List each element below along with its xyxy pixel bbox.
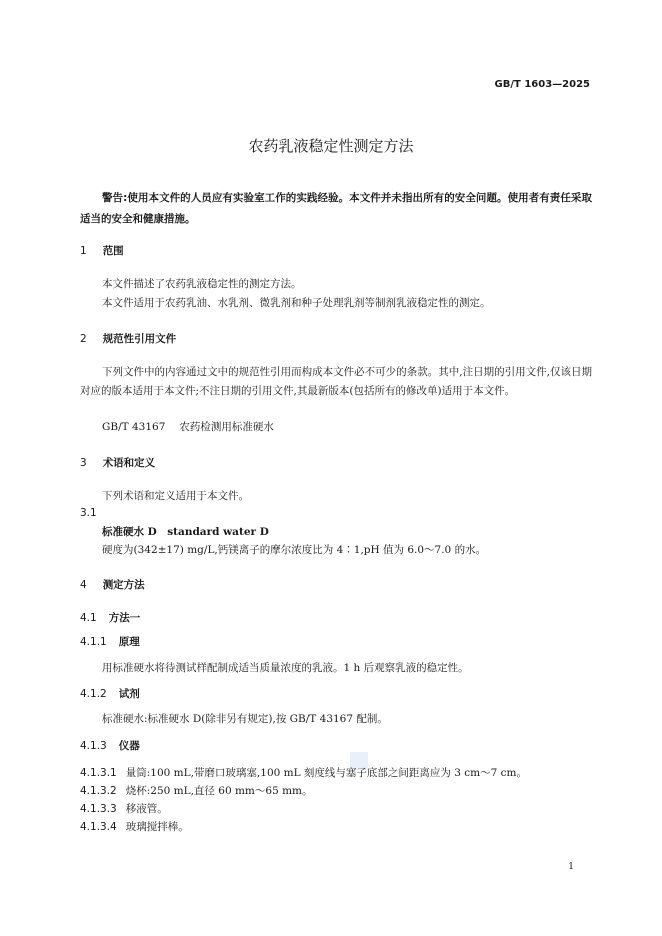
terms-intro: 下列术语和定义适用于本文件。	[102, 490, 249, 502]
section-3-heading	[80, 455, 155, 470]
term-number: 3.1	[80, 507, 97, 519]
item-text: 烧杯:250 mL,直径 60 mm～65 mm。	[125, 785, 313, 797]
section-number: 2	[80, 333, 87, 345]
item-number: 4.1.3.4	[80, 821, 117, 833]
item-text: 量筒:100 mL,带磨口玻璃塞,100 mL 刻度线与塞子底部之间距离应为 3 cm～7 cm。	[125, 767, 527, 779]
item-text: 移液管。	[125, 803, 168, 815]
scope-paragraph-2: 本文件适用于农药乳油、水乳剂、微乳剂和种子处理乳剂等制剂乳液稳定性的测定。	[102, 297, 491, 309]
section-4-heading	[80, 577, 145, 592]
scope-paragraph-1: 本文件描述了农药乳液稳定性的测定方法。	[102, 278, 302, 290]
section-2-heading	[80, 331, 176, 346]
section-number: 4.1.2	[80, 688, 107, 700]
section-title: 原理	[118, 636, 140, 648]
term-definition: 硬度为(342±17) mg/L,钙镁离子的摩尔浓度比为 4∶1,pH 值为 6.0～7.0 的水。	[102, 544, 487, 556]
item-number: 4.1.3.2	[80, 785, 117, 797]
section-number: 3	[80, 457, 87, 469]
document-title: 农药乳液稳定性测定方法	[248, 137, 414, 155]
subsection-4-1-heading	[80, 610, 140, 625]
item-number: 4.1.3.3	[80, 803, 117, 815]
section-number: 4.1.3	[80, 740, 107, 752]
normative-refs-paragraph: 下列文件中的内容通过文中的规范性引用而构成本文件必不可少的条款。其中,注日期的引用文件,仅该日期对应的版本适用于本文件;不注日期的引用文件,其最新版本(包括所有的修改单)适用于本文件。	[80, 366, 592, 397]
section-1-heading	[80, 243, 124, 258]
section-title: 范围	[102, 245, 124, 257]
section-number: 4.1.1	[80, 636, 107, 648]
reagent-paragraph: 标准硬水:标准硬水 D(除非另有规定),按 GB/T 43167 配制。	[102, 713, 388, 725]
list-item	[80, 801, 168, 816]
principle-paragraph: 用标准硬水将待测试样配制成适当质量浓度的乳液。1 h 后观察乳液的稳定性。	[102, 662, 469, 674]
list-item	[80, 765, 527, 780]
reference-code: GB/T 43167	[102, 421, 166, 433]
subsection-4-1-2-heading	[80, 686, 140, 701]
subsection-4-1-3-heading	[80, 738, 140, 753]
section-title: 测定方法	[102, 579, 145, 591]
section-number: 4.1	[80, 612, 97, 624]
list-item	[80, 819, 189, 834]
section-title: 规范性引用文件	[102, 333, 177, 345]
section-title: 术语和定义	[102, 457, 156, 469]
section-title: 方法一	[108, 612, 141, 624]
list-item	[80, 783, 313, 798]
reference-title: 农药检测用标准硬水	[179, 421, 274, 433]
safety-warning: 警告:使用本文件的人员应有实验室工作的实践经验。本文件并未指出所有的安全问题。使用者有责任采取适当的安全和健康措施。	[80, 192, 592, 225]
subsection-4-1-1-heading	[80, 634, 140, 649]
section-title: 试剂	[118, 688, 140, 700]
standard-number: GB/T 1603—2025	[494, 79, 590, 90]
term-name: 标准硬水 D standard water D	[102, 526, 269, 538]
section-title: 仪器	[118, 740, 140, 752]
item-text: 玻璃搅拌棒。	[125, 821, 189, 833]
item-number: 4.1.3.1	[80, 767, 117, 779]
section-number: 4	[80, 579, 87, 591]
page-number: 1	[568, 862, 574, 872]
reference-entry	[102, 419, 274, 434]
section-number: 1	[80, 245, 87, 257]
